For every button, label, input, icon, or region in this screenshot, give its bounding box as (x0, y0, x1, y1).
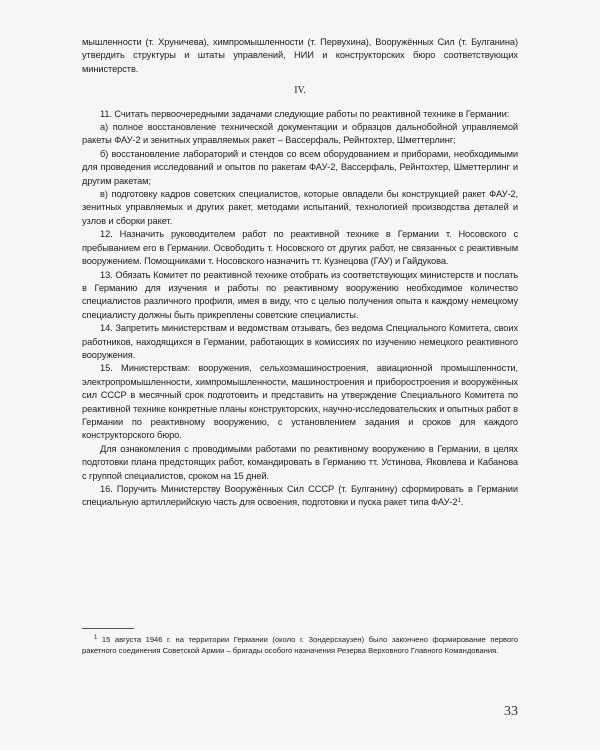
section-heading: IV. (294, 85, 306, 97)
paragraph-13: 13. Обязать Комитет по реактивной технике отобрать из соответствующих министерств и послать в Германию для изучения и работы по реактивному вооружению необходимое количество специалистов различного профиля, имея в виду, что с целью получения опыта к каждому немецкому специалисту должны быть прикреплены советские специалисты. (82, 269, 518, 320)
paragraph-16: 16. Поручить Министерству Вооружённых Сил СССР (т. Булганину) сформировать в Германии специальную артиллерийскую часть для освоения, подготовки и пуска ракет типа ФАУ-$2^1$. (82, 484, 518, 508)
paragraph-14: 14. Запретить министерствам и ведомствам отзывать, без ведома Специального Комитета, своих работников, находящихся в Германии, работающих в комиссиях по изучению немецкого реактивного вооружения. (82, 323, 518, 360)
paragraph-11: 11. Считать первоочередными задачами следующие работы по реактивной технике в Германии: (100, 108, 510, 119)
paragraph-11b: б) восстановление лабораторий и стендов со всем оборудованием и приборами, необходимыми для проведения исследований и опытов по ракетам ФАУ-2, Вассерфаль, Рейнтохтер, Шметтерлинг и другим ракетам; (82, 148, 518, 186)
paragraph-11c: в) подготовку кадров советских специалистов, которые овладели бы конструкцией ракет ФАУ-2, зенитных управляемых и других ракет, методами испытаний, технологией производства деталей и узлов и сборки ракет. (82, 189, 518, 226)
paragraph-11a: а) полное восстановление технической документации и образцов дальнобойной управляемой ракеты ФАУ-2 и зенитных управляемых ракет – Вассерфаль, Рейнтохтер, Шметтерлинг; (82, 122, 518, 146)
paragraph-16-text: 16. Поручить Министерству Вооружённых Сил СССР (т. Булганину) сформировать в Германии специальную артиллерийскую часть для освоения, подготовки и пуска ракет типа ФАУ-2 (82, 484, 518, 508)
paragraph-intro: мышленности (т. Хруничева), химпромышленности (т. Первухина), Вооружённых Сил (т. Булганина) утвердить структуры и штаты управлений, НИИ и конструкторских бюро соответствующих министерств. (82, 37, 518, 74)
footnote-reference[interactable]: 1 (457, 498, 461, 505)
footnote-marker: 1 (94, 635, 98, 641)
paragraph-15-continued: Для ознакомления с проводимыми работами по реактивному вооружению в Германии, в целях подготовки плана предстоящих работ, командировать в Германию тт. Устинова, Яковлева и Кабанова с группой специалистов, сроком на 15 дней. (82, 443, 518, 481)
page-number: 33 (504, 704, 518, 719)
footnote-divider (82, 628, 134, 629)
paragraph-12: 12. Назначить руководителем работ по реактивной технике в Германии т. Носовского с пребыванием его в Германии. Освободить т. Носовского от других работ, не связанных с реактивным вооружением. Помощниками т. Носовского назначить тт. Кузнецова (ГАУ) и Гайдукова. (82, 229, 518, 267)
paragraph-15: 15. Министерствам: вооружения, сельхозмашиностроения, авиационной промышленности, электропромышленности, химпромышленности, машиностроения и приборостроения и вооружённых сил СССР в месячный срок подготовить и представить на утверждение Специального Комитета по реактивной технике конкретные планы конструкторских, научно-исследовательских и опытных работ в Германии по реактивному вооружению, с установлением задания и сроков для каждого конструкторского бюро. (82, 363, 518, 441)
body-text (82, 36, 518, 510)
footnote-text: 15 августа 1946 г. на территории Германии (около г. Зондерсхаузен) было закончено формирование первого ракетного соединения Советской Армии – бригады особого назначения Резерва Верховного Главного Командования. (82, 635, 518, 655)
footnote (82, 634, 518, 656)
